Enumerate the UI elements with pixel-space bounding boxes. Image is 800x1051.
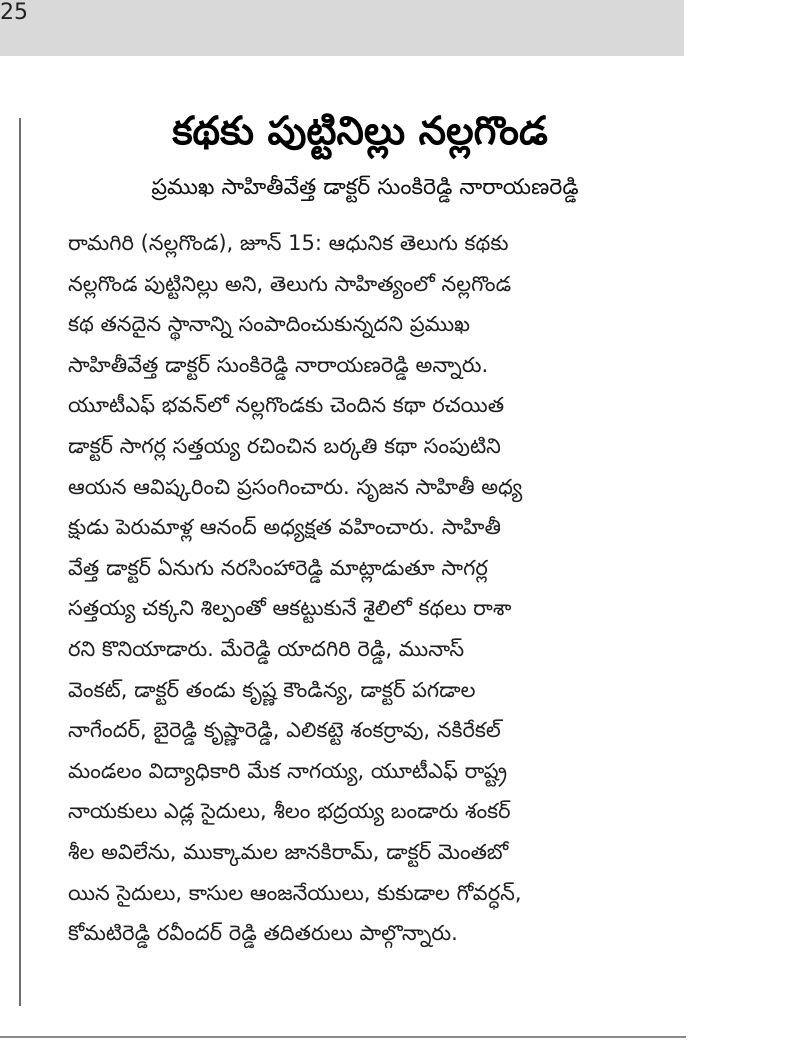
body-line: కోమటిరెడ్డి రవీందర్ రెడ్డి తదితరులు పాల్గొన్నారు.: [68, 921, 458, 946]
column-divider: [19, 118, 21, 1006]
article-subheadline: ప్రముఖ సాహితీవేత్త డాక్టర్ సుంకిరెడ్డి నారాయణరెడ్డి: [151, 175, 579, 200]
body-line: మండలం విద్యాధికారి మేక నాగయ్య, యూటీఎఫ్ రాష్ట్ర: [68, 758, 508, 783]
body-line: ఆయన ఆవిష్కరించి ప్రసంగించారు. సృజన సాహితీ అధ్య: [68, 474, 523, 499]
body-line: వేత్త డాక్టర్ ఏనుగు నరసింహారెడ్డి మాట్లాడుతూ సాగర్ల: [68, 555, 488, 580]
body-line: నల్లగొండ పుట్టినిల్లు అని, తెలుగు సాహిత్యంలో నల్లగొండ: [68, 271, 512, 296]
article-body: [68, 223, 686, 954]
body-line: క్షుడు పెరుమాళ్ల ఆనంద్ అధ్యక్షత వహించారు. సాహితీ: [68, 515, 501, 540]
article-headline: కథకు పుట్టినిల్లు నల్లగొండ: [172, 109, 548, 154]
body-line: సాహితీవేత్త డాక్టర్ సుంకిరెడ్డి నారాయణరెడ్డి అన్నారు.: [68, 352, 489, 377]
body-line: రని కొనియాడారు. మేరెడ్డి యాదగిరి రెడ్డి, మునాస్: [68, 636, 465, 661]
body-line: వెంకట్, డాక్టర్ తండు కృష్ణ కౌండిన్య, డాక్టర్ పగడాల: [68, 677, 476, 702]
body-line: నాయకులు ఎడ్ల సైదులు, శీలం భద్రయ్య బండారు శంకర్: [68, 799, 511, 824]
body-line: నాగేందర్, బైరెడ్డి కృష్ణారెడ్డి, ఎలికట్టె శంకర్రావు, నకిరేకల్: [68, 718, 501, 743]
body-line: శీల అవిలేను, ముక్కామల జానకిరామ్, డాక్టర్ మెంతబో: [68, 839, 509, 864]
page-number: 25: [0, 0, 28, 25]
body-line: సత్తయ్య చక్కని శిల్పంతో ఆకట్టుకునే శైలిలో కథలు రాశా: [68, 596, 512, 621]
header-band: [0, 0, 684, 56]
bottom-divider: [0, 1036, 686, 1038]
body-line: కథ తనదైన స్థానాన్ని సంపాదించుకున్నదని ప్రముఖ: [68, 312, 470, 337]
body-line: యిన సైదులు, కాసుల ఆంజనేయులు, కుకుడాల గోవర్ధన్,: [68, 880, 522, 905]
body-line: యూటీఎఫ్ భవన్‌లో నల్లగొండకు చెందిన కథా రచయిత: [68, 393, 505, 418]
body-line: డాక్టర్ సాగర్ల సత్తయ్య రచించిన బర్కతి కథా సంపుటిని: [68, 433, 501, 458]
body-line: రామగిరి (నల్లగొండ), జూన్ 15: ఆధునిక తెలుగు కథకు: [68, 231, 509, 255]
